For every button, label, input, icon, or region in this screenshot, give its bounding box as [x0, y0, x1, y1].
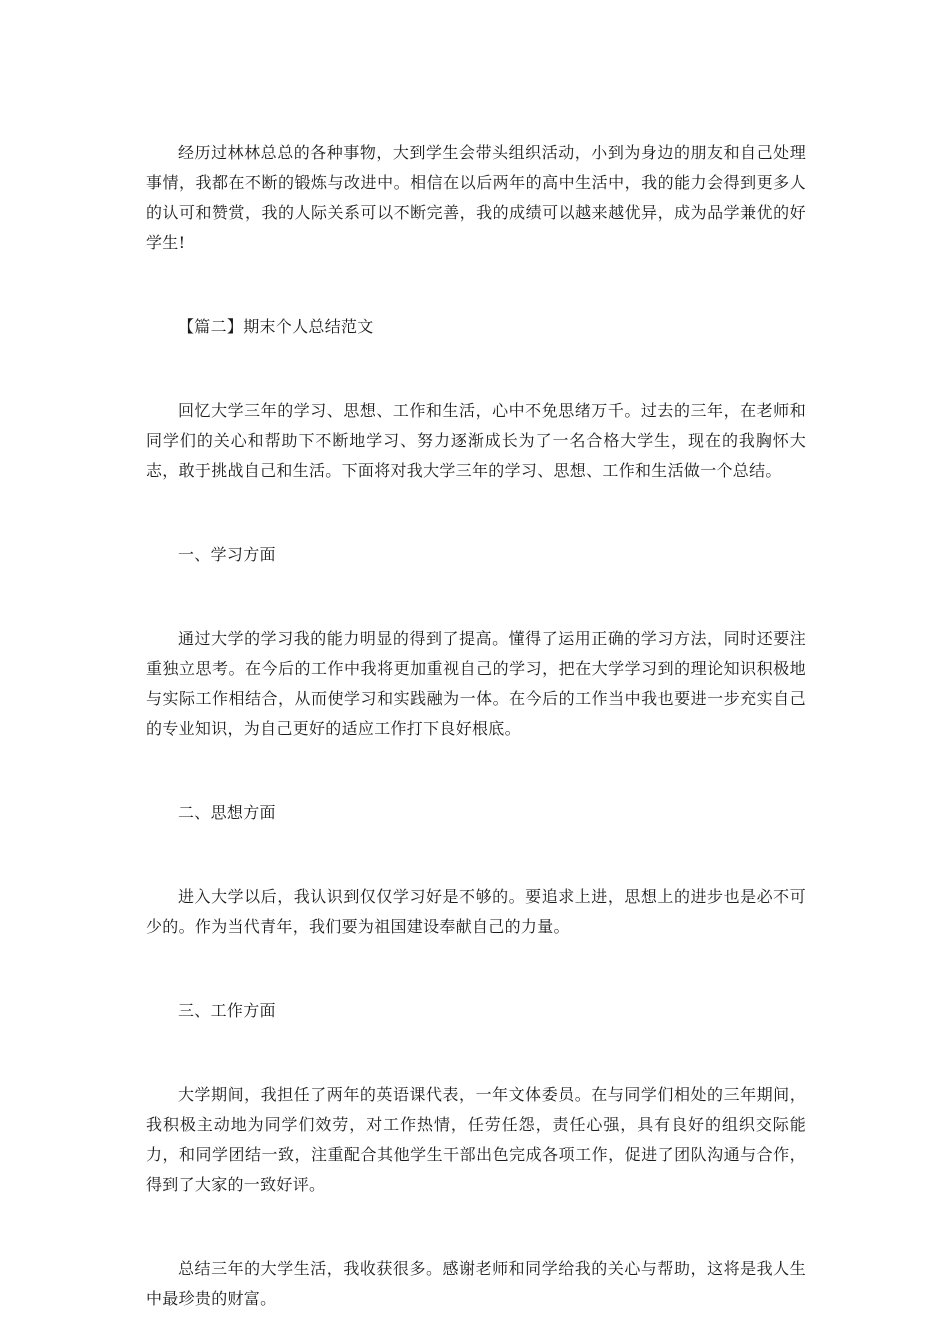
- intro-paragraph: 经历过林林总总的各种事物，大到学生会带头组织活动，小到为身边的朋友和自己处理事情，我都在不断的锻炼与改进中。相信在以后两年的高中生活中，我的能力会得到更多人的认可和赞赏，我的人际关系可以不断完善，我的成绩可以越来越优异，成为品学兼优的好学生!: [146, 143, 806, 252]
- paragraph-spacer: [146, 744, 806, 798]
- overview-paragraph: 回忆大学三年的学习、思想、工作和生活，心中不免思绪万千。过去的三年，在老师和同学们的关心和帮助下不断地学习、努力逐渐成长为了一名合格大学生，现在的我胸怀大志，敢于挑战自己和生活。下面将对我大学三年的学习、思想、工作和生活做一个总结。: [146, 401, 806, 480]
- section-heading-thought: 二、思想方面: [178, 803, 276, 822]
- paragraph-spacer: [146, 828, 806, 882]
- paragraph-spacer: [146, 942, 806, 996]
- paragraph-spacer: [146, 342, 806, 396]
- section-heading-study: 一、学习方面: [178, 545, 276, 564]
- paragraph-spacer: [146, 486, 806, 540]
- study-paragraph: 通过大学的学习我的能力明显的得到了提高。懂得了运用正确的学习方法，同时还要注重独立思考。在今后的工作中我将更加重视自己的学习，把在大学学习到的理论知识积极地与实际工作相结合，从而使学习和实践融为一体。在今后的工作当中我也要进一步充实自己的专业知识，为自己更好的适应工作打下良好根底。: [146, 629, 806, 738]
- document-body: [146, 138, 806, 1314]
- work-paragraph: 大学期间，我担任了两年的英语课代表，一年文体委员。在与同学们相处的三年期间，我积极主动地为同学们效劳，对工作热情，任劳任怨，责任心强，具有良好的组织交际能力，和同学团结一致，注重配合其他学生干部出色完成各项工作，促进了团队沟通与合作，得到了大家的一致好评。: [146, 1085, 806, 1194]
- conclusion-paragraph: 总结三年的大学生活，我收获很多。感谢老师和同学给我的关心与帮助，这将是我人生中最珍贵的财富。: [146, 1259, 806, 1308]
- section-heading-work: 三、工作方面: [178, 1001, 276, 1020]
- article-title: 【篇二】期末个人总结范文: [178, 317, 374, 336]
- paragraph-spacer: [146, 1200, 806, 1254]
- paragraph-spacer: [146, 570, 806, 624]
- paragraph-spacer: [146, 1026, 806, 1080]
- thought-paragraph: 进入大学以后，我认识到仅仅学习好是不够的。要追求上进，思想上的进步也是必不可少的。作为当代青年，我们要为祖国建设奉献自己的力量。: [146, 887, 806, 936]
- paragraph-spacer: [146, 258, 806, 312]
